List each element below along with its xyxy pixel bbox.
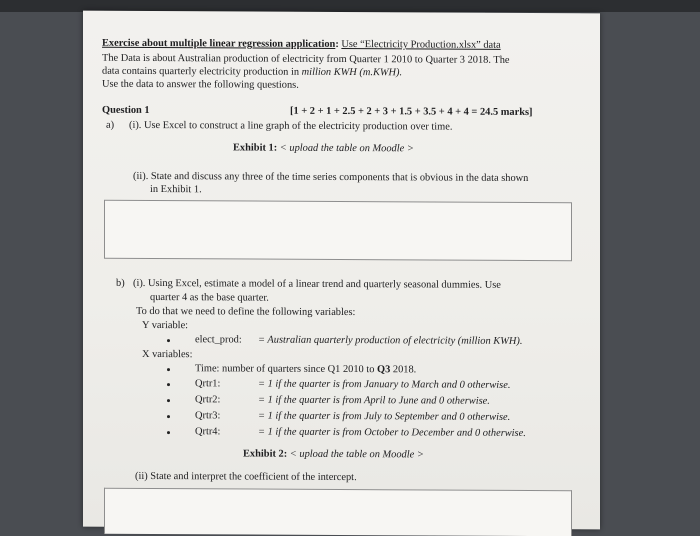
dummy-description: = 1 if the quarter is from April to June and 0 otherwise. bbox=[258, 394, 490, 407]
dummy-name: Qrtr2: bbox=[195, 394, 221, 406]
exhibit-2-note: < upload the table on Moodle > bbox=[289, 448, 424, 461]
exercise-title: Exercise about multiple linear regression application bbox=[102, 37, 336, 50]
answer-box-a-ii[interactable] bbox=[104, 200, 572, 261]
answer-box-b-ii[interactable] bbox=[104, 488, 572, 536]
intro-line-2 bbox=[102, 66, 402, 80]
exhibit-1-note: < upload the table on Moodle > bbox=[279, 142, 414, 155]
data-file-label: Use “Electricity Production.xlsx” data bbox=[341, 38, 501, 51]
exercise-heading: Exercise about multiple linear regression application: Use “Electricity Production.xlsx” data bbox=[102, 37, 501, 51]
dummy-name: Qrtr3: bbox=[195, 410, 221, 422]
bullet bbox=[167, 431, 170, 434]
bullet bbox=[167, 339, 170, 342]
define-variables-text: To do that we need to define the following variables: bbox=[136, 305, 356, 319]
time-variable bbox=[195, 363, 416, 376]
exhibit-2-label: Exhibit 2: bbox=[243, 448, 288, 460]
part-a-task-ii-line-2: in Exhibit 1. bbox=[150, 183, 202, 196]
time-variable-text: Time: number of quarters since Q1 2010 to bbox=[195, 363, 378, 376]
exhibit-1-label: Exhibit 1: bbox=[233, 142, 278, 154]
y-variable-heading: Y variable: bbox=[142, 319, 189, 332]
dummy-description: = 1 if the quarter is from July to September and 0 otherwise. bbox=[258, 410, 511, 423]
time-variable-end-quarter: Q3 bbox=[377, 364, 391, 376]
document-page bbox=[83, 11, 600, 530]
bullet bbox=[167, 415, 170, 418]
x-variables-heading: X variables: bbox=[142, 348, 193, 361]
part-b-task-i-line-2: quarter 4 as the base quarter. bbox=[150, 291, 269, 304]
part-a-task-i: (i). Use Excel to construct a line graph of the electricity production over time. bbox=[129, 119, 453, 133]
dummy-description: = 1 if the quarter is from January to March and 0 otherwise. bbox=[258, 378, 511, 391]
part-b-letter: b) bbox=[116, 277, 125, 289]
dummy-name: Qrtr1: bbox=[195, 378, 221, 390]
dummy-description: = 1 if the quarter is from October to December and 0 otherwise. bbox=[258, 426, 526, 439]
dummy-name: Qrtr4: bbox=[195, 426, 221, 438]
part-b-task-ii: (ii) State and interpret the coefficient of the intercept. bbox=[135, 470, 357, 484]
part-a-letter: a) bbox=[106, 119, 115, 131]
bullet bbox=[167, 368, 170, 371]
intro-line-3: Use the data to answer the following questions. bbox=[102, 78, 299, 91]
exhibit-2-caption bbox=[243, 448, 424, 461]
intro-unit: million KWH (m.KWH). bbox=[301, 66, 403, 79]
bullet bbox=[167, 399, 170, 402]
y-variable-description: = Australian quarterly production of electricity (million KWH). bbox=[258, 334, 523, 347]
question-1-marks: [1 + 2 + 1 + 2.5 + 2 + 3 + 1.5 + 3.5 + 4 + 4 = 24.5 marks] bbox=[290, 105, 533, 118]
time-variable-end-year: 2018. bbox=[390, 364, 417, 376]
part-b-task-i-line-1: (i). Using Excel, estimate a model of a linear trend and quarterly seasonal dummies. Use bbox=[133, 277, 501, 291]
question-1-label: Question 1 bbox=[102, 104, 150, 116]
exhibit-1-caption bbox=[233, 142, 414, 155]
y-variable-name: elect_prod: bbox=[195, 334, 242, 346]
part-a-task-ii-line-1: (ii). State and discuss any three of the time series components that is obvious in the data shown bbox=[133, 170, 529, 184]
bullet bbox=[167, 383, 170, 386]
intro-line-1: The Data is about Australian production of electricity from Quarter 1 2010 to Quarter 3 2018. The bbox=[102, 52, 510, 66]
intro-line-2-text: data contains quarterly electricity production in bbox=[102, 65, 302, 78]
